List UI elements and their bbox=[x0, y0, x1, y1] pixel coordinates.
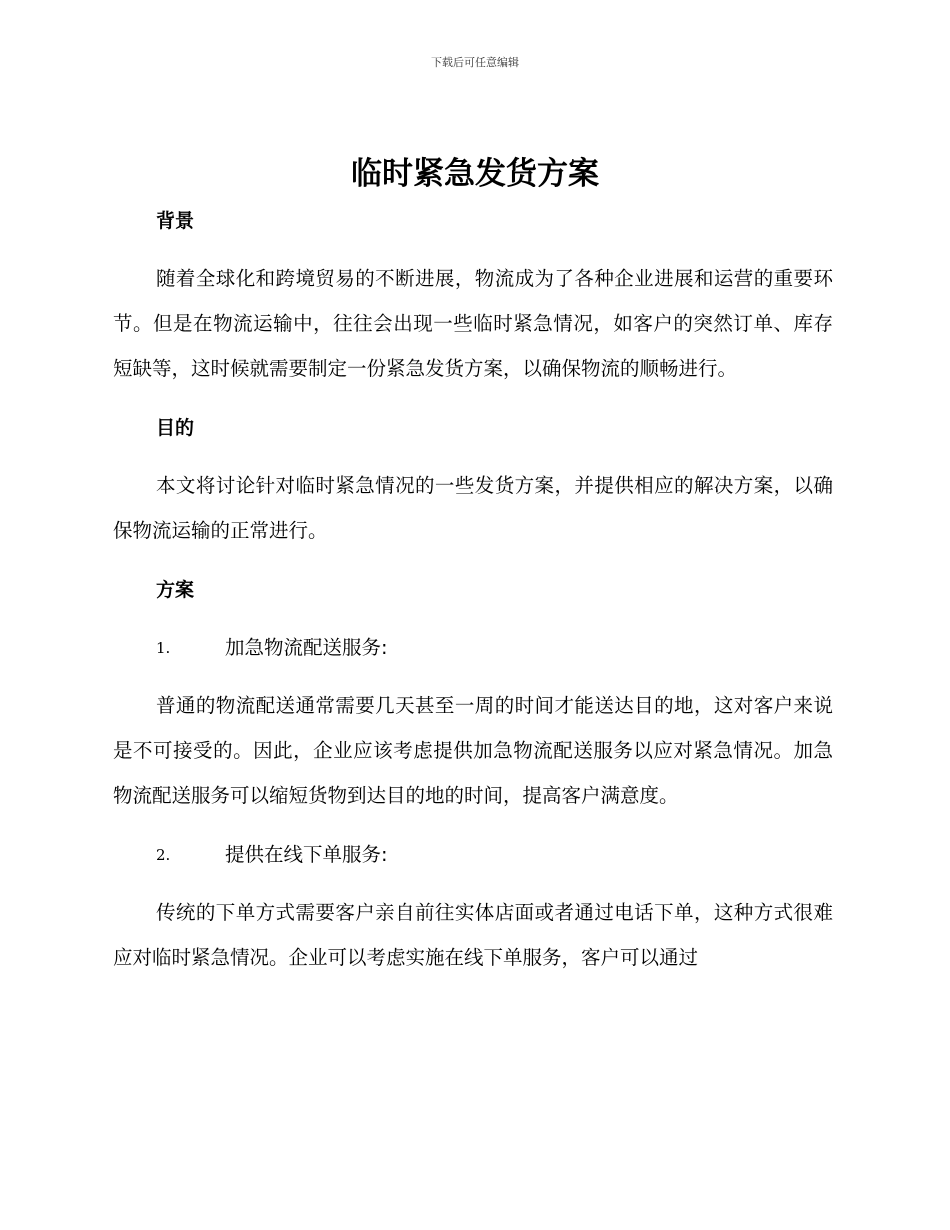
plan-item-number: 2. bbox=[156, 846, 171, 864]
section-heading-background: 背景 bbox=[156, 210, 195, 232]
plan-item-1 bbox=[113, 625, 833, 671]
document-title: 临时紧急发货方案 bbox=[351, 156, 599, 192]
purpose-paragraph: 本文将讨论针对临时紧急情况的一些发货方案，并提供相应的解决方案，以确保物流运输的正常进行。 bbox=[113, 474, 833, 542]
document-body bbox=[113, 198, 833, 980]
header-note: 下载后可任意编辑 bbox=[431, 56, 519, 69]
plan-item-number: 1. bbox=[156, 639, 171, 657]
plan-item-1-paragraph: 普通的物流配送通常需要几天甚至一周的时间才能送达目的地，这对客户来说是不可接受的。因此，企业应该考虑提供加急物流配送服务以应对紧急情况。加急物流配送服务可以缩短货物到达目的地的时间，提高客户满意度。 bbox=[113, 694, 833, 807]
background-paragraph: 随着全球化和跨境贸易的不断进展，物流成为了各种企业进展和运营的重要环节。但是在物流运输中，往往会出现一些临时紧急情况，如客户的突然订单、库存短缺等，这时候就需要制定一份紧急发货方案，以确保物流的顺畅进行。 bbox=[113, 267, 833, 380]
plan-item-2 bbox=[113, 832, 833, 878]
section-heading-plan: 方案 bbox=[156, 579, 195, 601]
section-heading-purpose: 目的 bbox=[156, 417, 195, 439]
plan-item-2-paragraph: 传统的下单方式需要客户亲自前往实体店面或者通过电话下单，这种方式很难应对临时紧急情况。企业可以考虑实施在线下单服务，客户可以通过 bbox=[113, 901, 833, 969]
plan-item-label: 提供在线下单服务: bbox=[225, 843, 388, 866]
plan-item-label: 加急物流配送服务: bbox=[225, 636, 388, 659]
